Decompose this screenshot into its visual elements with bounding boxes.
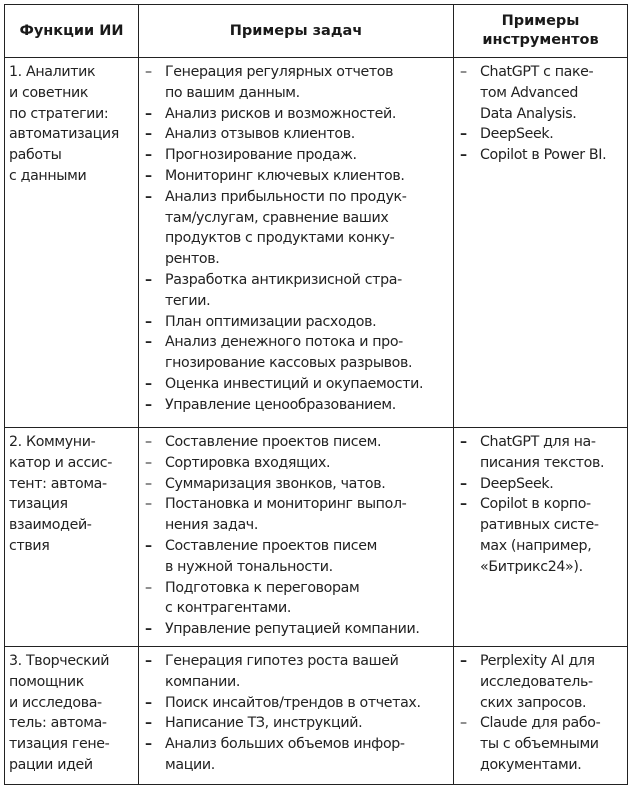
tasks-cell xyxy=(139,647,454,785)
tools-cell xyxy=(454,428,628,647)
task-item xyxy=(145,166,453,187)
tool-list xyxy=(454,58,627,166)
dash-bullet-icon: – xyxy=(145,694,152,711)
task-item xyxy=(145,734,453,776)
task-text: Мониторинг ключевых клиентов. xyxy=(165,167,405,184)
function-label: 2. Коммуни- катор и ассис- тент: автома- тизация взаимодей- ствия xyxy=(9,434,112,554)
task-text: Составление проектов писем. xyxy=(165,434,382,450)
tool-item xyxy=(460,651,627,713)
task-item xyxy=(145,713,453,734)
task-text: Подготовка к переговорам с контрагентами. xyxy=(165,579,360,617)
task-text: Анализ отзывов клиентов. xyxy=(165,126,355,143)
task-text: Постановка и мониторинг выпол- нения задач. xyxy=(165,496,407,534)
dash-bullet-icon: – xyxy=(145,496,152,513)
function-label: 3. Творческий помощник и исследова- тель: автома- тизация гене- рации идей xyxy=(9,653,110,773)
task-text: Поиск инсайтов/трендов в отчетах. xyxy=(165,694,421,711)
task-text: Анализ денежного потока и про- гнозирование кассовых разрывов. xyxy=(165,334,413,372)
task-list xyxy=(139,428,453,640)
dash-bullet-icon: – xyxy=(145,105,152,122)
tool-item xyxy=(460,494,627,577)
dash-bullet-icon: – xyxy=(145,396,152,413)
dash-bullet-icon: – xyxy=(460,147,467,164)
dash-bullet-icon: – xyxy=(145,167,152,184)
task-item xyxy=(145,693,453,714)
task-text: Прогнозирование продаж. xyxy=(165,147,357,164)
task-item xyxy=(145,332,453,374)
tool-text: ChatGPT для на- писания текстов. xyxy=(480,434,605,471)
task-item xyxy=(145,374,453,395)
dash-bullet-icon: – xyxy=(460,475,467,492)
tool-text: Perplexity AI для исследователь- ских запросов. xyxy=(480,653,595,711)
task-text: Написание ТЗ, инструкций. xyxy=(165,715,363,732)
function-cell xyxy=(5,428,139,647)
tool-item xyxy=(460,474,627,495)
task-text: Составление проектов писем в нужной тональности. xyxy=(165,537,377,575)
tool-text: Copilot в корпо- ративных систе- мах (например, «Битрикс24»). xyxy=(480,496,599,575)
table-row xyxy=(5,428,628,647)
dash-bullet-icon: – xyxy=(145,434,152,450)
task-item xyxy=(145,145,453,166)
dash-bullet-icon: – xyxy=(145,653,152,669)
tools-cell xyxy=(454,647,628,785)
task-item xyxy=(145,395,453,416)
ai-functions-table xyxy=(4,4,628,785)
tool-text: DeepSeek. xyxy=(480,126,554,143)
task-item xyxy=(145,124,453,145)
dash-bullet-icon: – xyxy=(145,537,152,554)
task-text: Сортировка входящих. xyxy=(165,454,331,471)
tool-item xyxy=(460,124,627,145)
function-cell xyxy=(5,647,139,785)
task-item xyxy=(145,432,453,453)
function-label: 1. Аналитик и советник по стратегии: автоматизация работы с данными xyxy=(9,64,119,184)
dash-bullet-icon: – xyxy=(460,715,467,732)
task-item xyxy=(145,619,453,640)
header-functions: Функции ИИ xyxy=(5,5,139,58)
dash-bullet-icon: – xyxy=(460,64,467,80)
dash-bullet-icon: – xyxy=(145,475,152,492)
task-item xyxy=(145,651,453,693)
task-text: Анализ больших объемов инфор- мации. xyxy=(165,736,405,773)
tasks-cell xyxy=(139,428,454,647)
dash-bullet-icon: – xyxy=(145,147,152,164)
tool-list xyxy=(454,647,627,776)
dash-bullet-icon: – xyxy=(145,64,152,80)
tool-text: DeepSeek. xyxy=(480,475,554,492)
dash-bullet-icon: – xyxy=(145,334,152,351)
tool-item xyxy=(460,62,627,124)
dash-bullet-icon: – xyxy=(145,313,152,330)
task-item xyxy=(145,536,453,578)
dash-bullet-icon: – xyxy=(145,454,152,471)
task-item xyxy=(145,270,453,312)
dash-bullet-icon: – xyxy=(145,579,152,596)
table-row xyxy=(5,647,628,785)
task-text: Управление ценообразованием. xyxy=(165,396,396,413)
dash-bullet-icon: – xyxy=(145,621,152,638)
dash-bullet-icon: – xyxy=(460,496,467,513)
tool-item xyxy=(460,713,627,775)
task-text: Анализ прибыльности по продук- там/услугам, сравнение ваших продуктов с продуктами конку- рентов. xyxy=(165,188,407,268)
tool-text: Copilot в Power BI. xyxy=(480,147,607,164)
task-item xyxy=(145,494,453,536)
dash-bullet-icon: – xyxy=(145,271,152,288)
dash-bullet-icon: – xyxy=(145,736,152,753)
tool-text: ChatGPT с паке- том Advanced Data Analysis. xyxy=(480,64,594,122)
task-item xyxy=(145,187,453,270)
dash-bullet-icon: – xyxy=(145,715,152,732)
header-task-examples: Примеры задач xyxy=(139,5,454,58)
tool-text: Claude для рабо- ты с объемными документами. xyxy=(480,715,601,773)
tool-item xyxy=(460,145,627,166)
dash-bullet-icon: – xyxy=(145,126,152,143)
task-item xyxy=(145,578,453,620)
task-text: Генерация регулярных отчетов по вашим данным. xyxy=(165,64,394,101)
table-row xyxy=(5,58,628,428)
task-text: Разработка антикризисной стра- тегии. xyxy=(165,271,402,309)
dash-bullet-icon: – xyxy=(145,188,152,205)
header-tool-examples: Примеры инструментов xyxy=(454,5,628,58)
task-item xyxy=(145,104,453,125)
task-text: Генерация гипотез роста вашей компании. xyxy=(165,653,399,690)
dash-bullet-icon: – xyxy=(460,126,467,143)
function-cell xyxy=(5,58,139,428)
task-text: Оценка инвестиций и окупаемости. xyxy=(165,375,424,392)
task-item xyxy=(145,312,453,333)
tool-list xyxy=(454,428,627,578)
header-row xyxy=(5,5,628,58)
tool-item xyxy=(460,432,627,474)
task-text: Анализ рисков и возможностей. xyxy=(165,105,396,122)
task-list xyxy=(139,58,453,416)
dash-bullet-icon: – xyxy=(460,653,467,669)
dash-bullet-icon: – xyxy=(460,434,467,450)
tasks-cell xyxy=(139,58,454,428)
task-text: План оптимизации расходов. xyxy=(165,313,377,330)
task-list xyxy=(139,647,453,776)
dash-bullet-icon: – xyxy=(145,375,152,392)
task-text: Суммаризация звонков, чатов. xyxy=(165,475,386,492)
task-item xyxy=(145,453,453,474)
task-item xyxy=(145,474,453,495)
tools-cell xyxy=(454,58,628,428)
task-text: Управление репутацией компании. xyxy=(165,621,420,638)
task-item xyxy=(145,62,453,104)
